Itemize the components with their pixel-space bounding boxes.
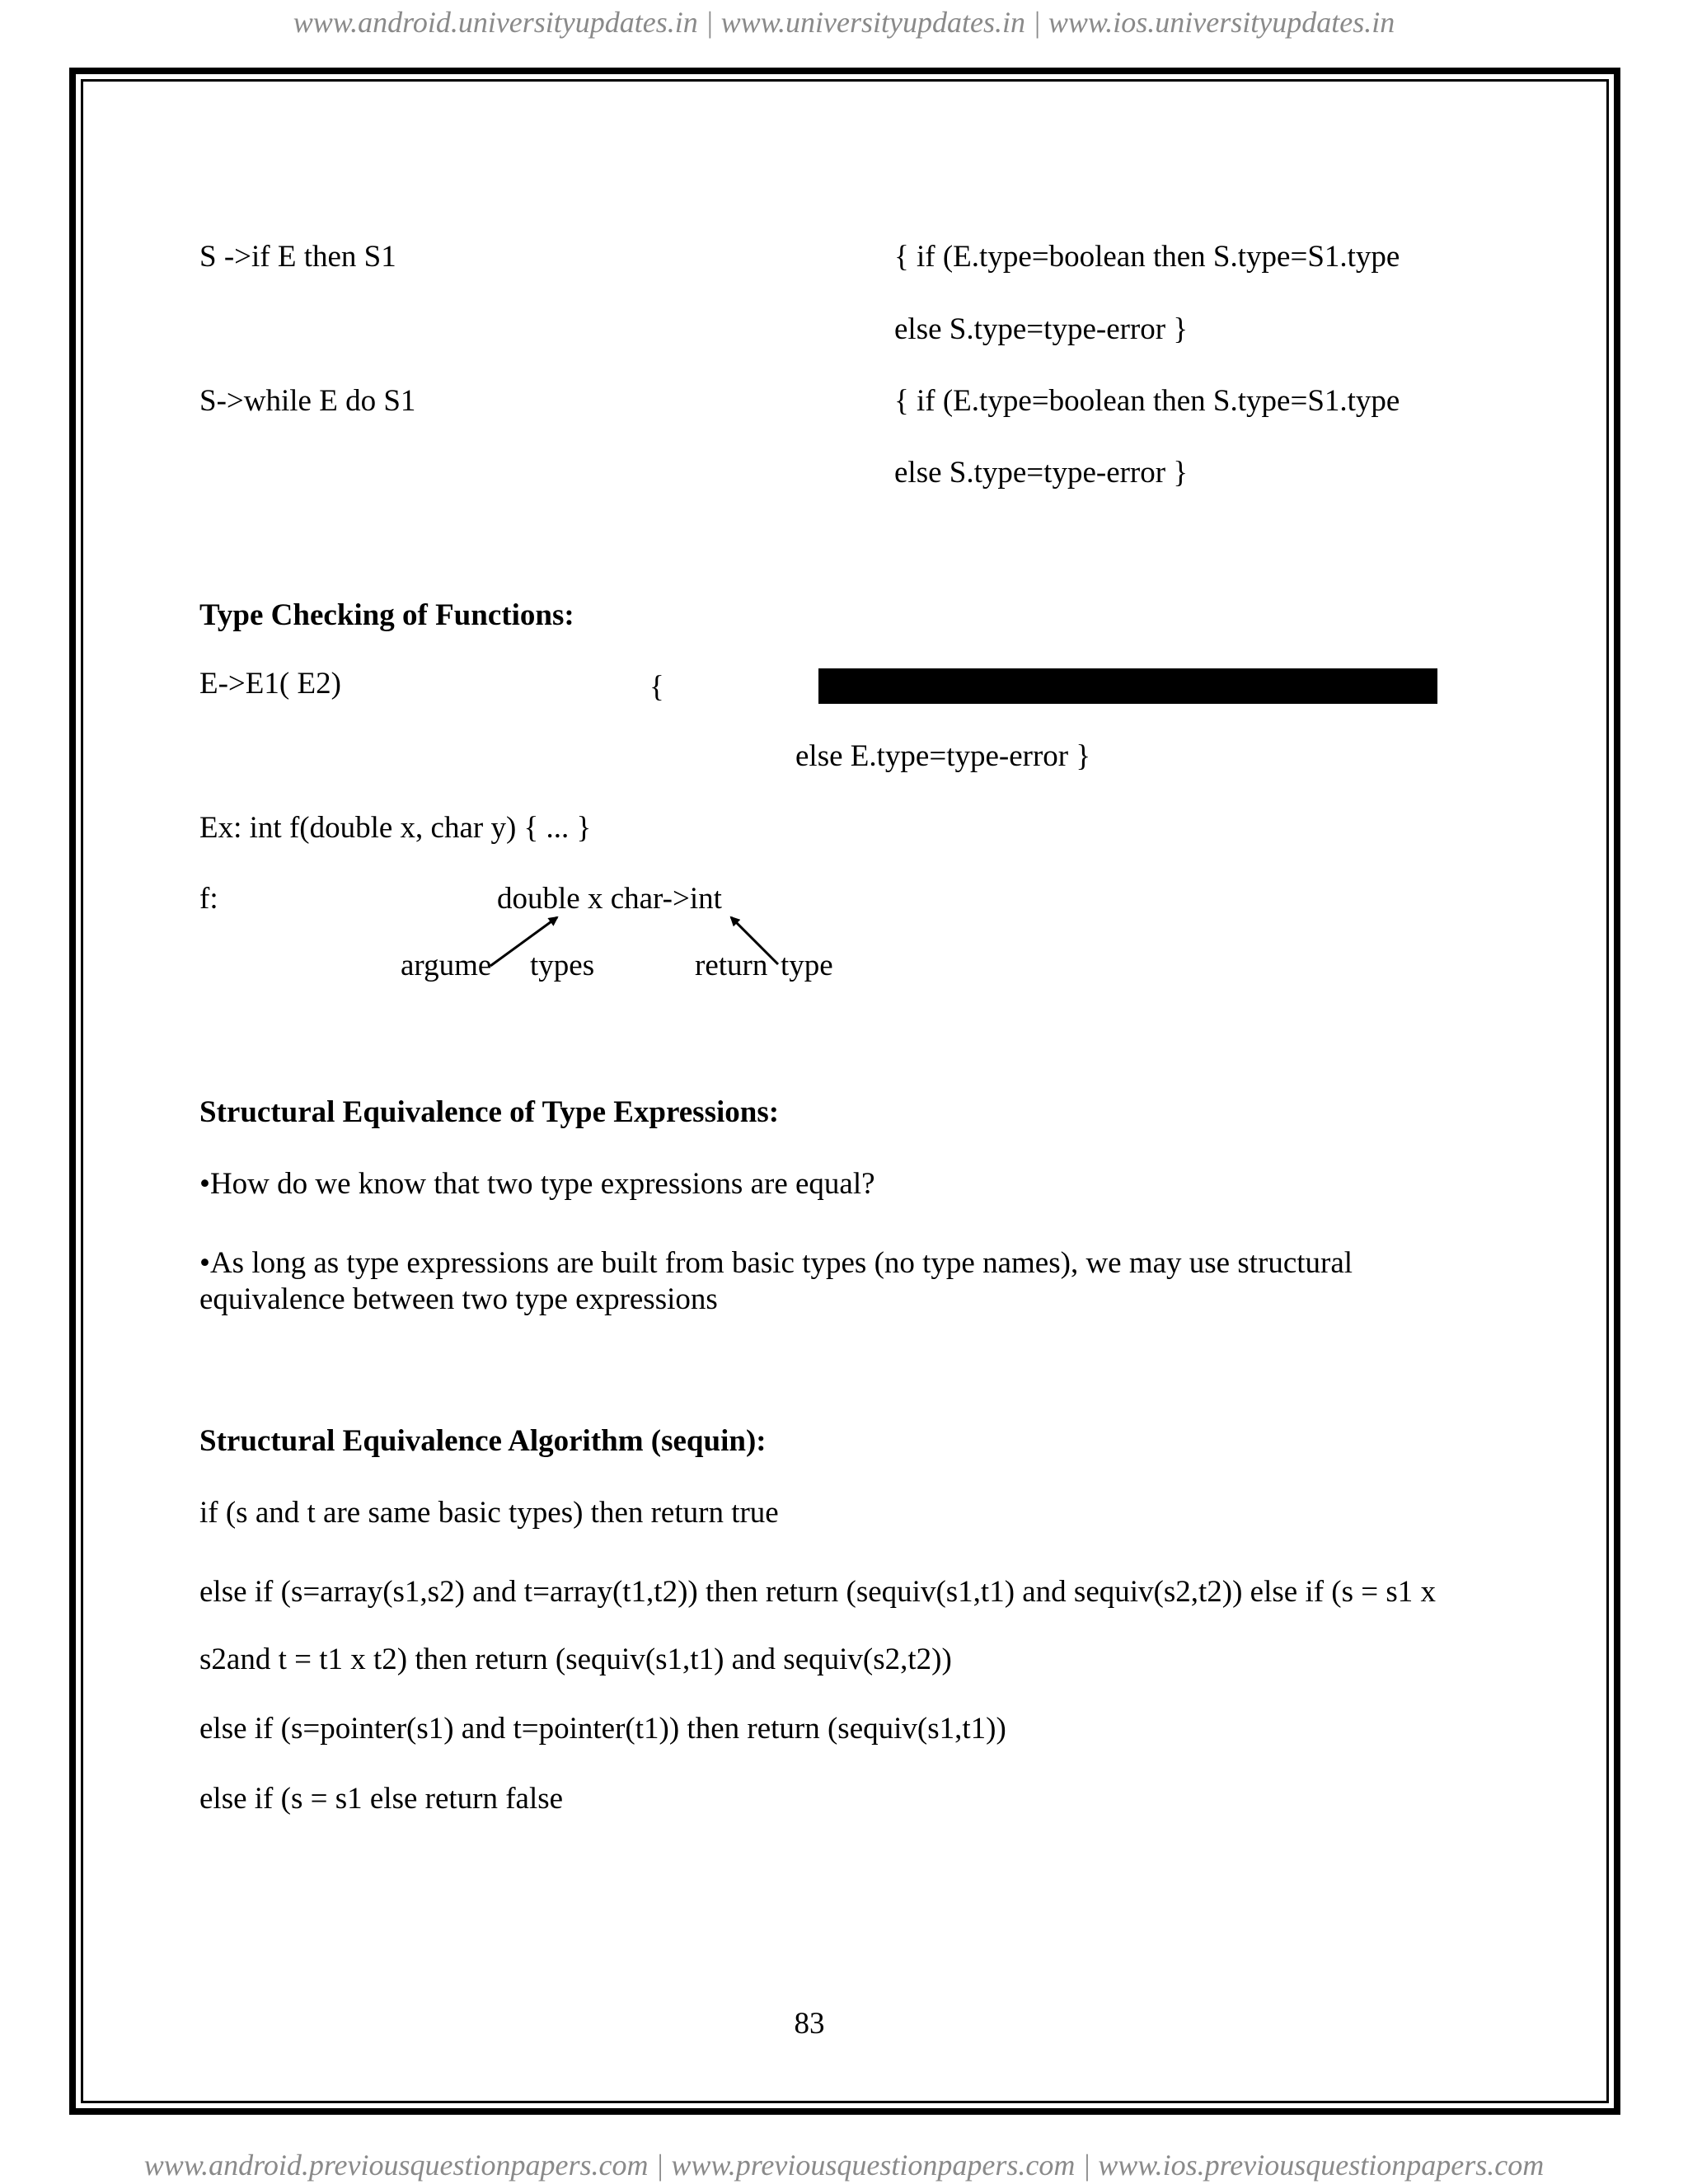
structural-bullet-1: •How do we know that two type expressions are equal?: [199, 1167, 875, 1201]
argument-label-a: argume: [401, 949, 492, 982]
return-label-b: type: [781, 949, 833, 982]
rule-if-action-line1: { if (E.type=boolean then S.type=S1.type: [894, 240, 1400, 274]
rule-while-action-line2: else S.type=type-error }: [894, 456, 1189, 490]
function-example: Ex: int f(double x, char y) { ... }: [199, 811, 592, 845]
f-label: f:: [199, 882, 218, 916]
structural-bullet-2: •As long as type expressions are built from basic types (no type names), we may use structural equivalence between two type expressions: [199, 1246, 1353, 1316]
function-open-brace: {: [649, 670, 664, 704]
algorithm-line-5: else if (s = s1 else return false: [199, 1782, 564, 1816]
structural-heading: Structural Equivalence of Type Expressions:: [199, 1095, 780, 1129]
top-watermark: www.android.universityupdates.in | www.universityupdates.in | www.ios.universityupdates.in: [293, 6, 1395, 39]
bottom-watermark: www.android.previousquestionpapers.com | www.previousquestionpapers.com | www.ios.previousquestionpapers.com: [143, 2149, 1545, 2182]
return-type-arrow: [731, 917, 778, 964]
rule-while-action-line1: { if (E.type=boolean then S.type=S1.type: [894, 384, 1400, 418]
algorithm-line-4: else if (s=pointer(s1) and t=pointer(t1)) then return (sequiv(s1,t1)): [199, 1712, 1006, 1746]
function-production: E->E1( E2): [199, 667, 341, 701]
argument-label-b: types: [530, 949, 595, 982]
rule-while-production: S->while E do S1: [199, 384, 416, 418]
page-number: 83: [794, 2007, 825, 2041]
algorithm-heading: Structural Equivalence Algorithm (sequin):: [199, 1424, 767, 1458]
rule-if-action-line2: else S.type=type-error }: [894, 312, 1189, 346]
functions-heading: Type Checking of Functions:: [199, 598, 574, 632]
function-action-line2: else E.type=type-error }: [795, 739, 1091, 773]
algorithm-line-1: if (s and t are same basic types) then return true: [199, 1496, 779, 1530]
algorithm-line-2: else if (s=array(s1,s2) and t=array(t1,t2)) then return (sequiv(s1,t1) and sequiv(s2,t2)) else if (s = s1 x: [199, 1575, 1437, 1609]
argument-types-arrow: [490, 917, 557, 966]
return-label-a: return: [695, 949, 768, 982]
rule-if-production: S ->if E then S1: [199, 240, 396, 274]
function-signature: double x char->int: [497, 882, 722, 916]
algorithm-line-3: s2and t = t1 x t2) then return (sequiv(s1,t1) and sequiv(s2,t2)): [199, 1643, 952, 1676]
